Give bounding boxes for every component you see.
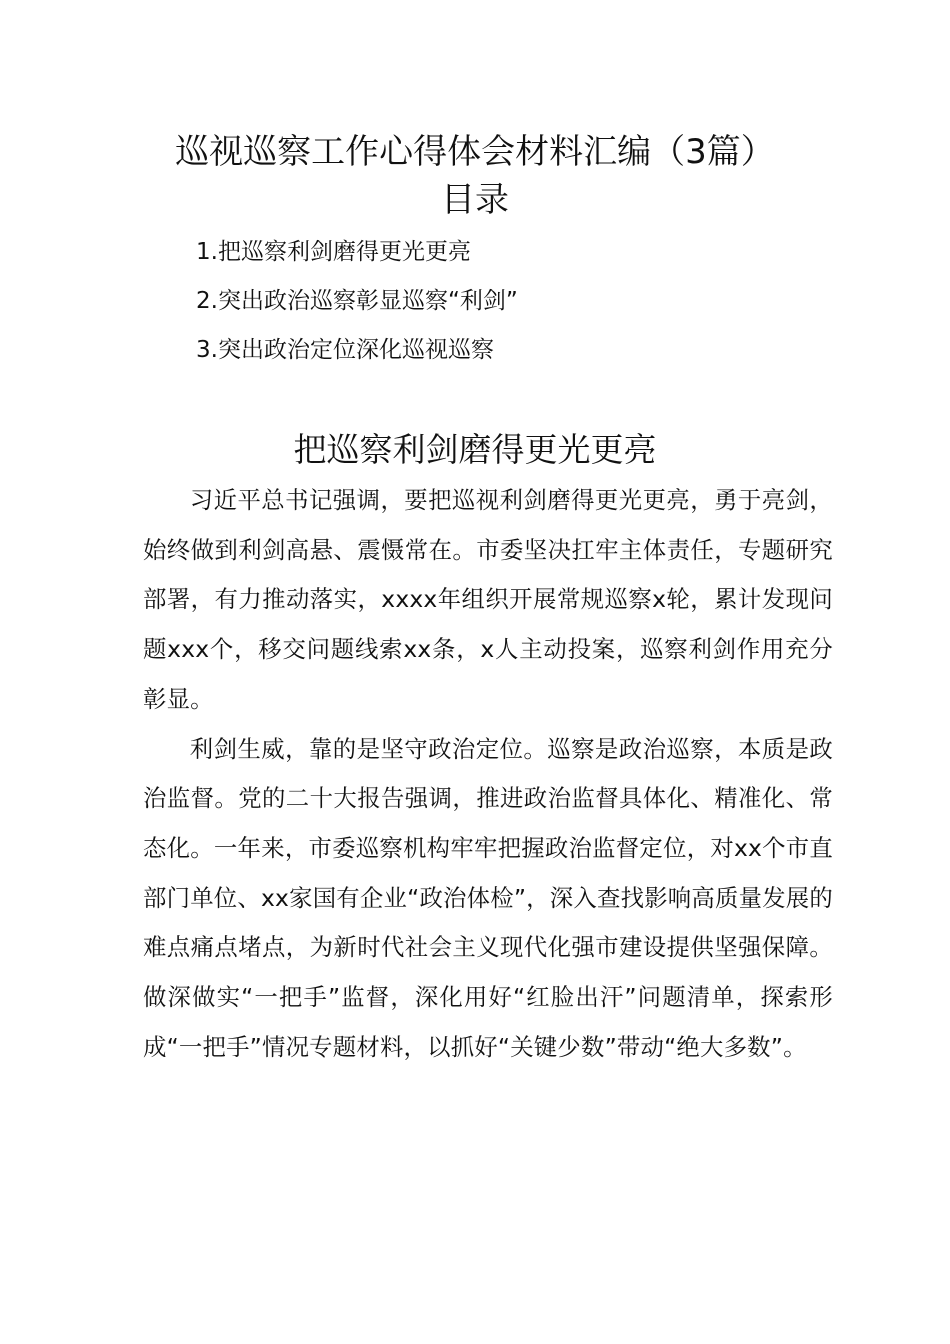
section-title: 把巡察利剑磨得更光更亮: [293, 430, 657, 469]
paragraph-2: 利剑生威，靠的是坚守政治定位。巡察是政治巡察，本质是政治监督。党的二十大报告强调，推进政治监督具体化、精准化、常态化。一年来，市委巡察机构牢牢把握政治监督定位，对xx个市直部门单位、xx家国有企业“政治体检”，深入查找影响高质量发展的难点痛点堵点，为新时代社会主义现代化强市建设提供坚强保障。做深做实“一把手”监督，深化用好“红脸出汗”问题清单，探索形成“一把手”情况专题材料，以抓好“关键少数”带动“绝大多数”。: [143, 734, 833, 1061]
section-body: [143, 476, 833, 1072]
document-title: 巡视巡察工作心得体会材料汇编（3篇）: [175, 132, 775, 172]
toc-item-1: 1.把巡察利剑磨得更光更亮: [196, 239, 471, 265]
toc-item-2: 2.突出政治巡察彰显巡察“利剑”: [196, 288, 518, 314]
toc-item-3: 3.突出政治定位深化巡视巡察: [196, 337, 494, 363]
toc-heading: 目录: [441, 180, 509, 220]
paragraph-1: 习近平总书记强调，要把巡视利剑磨得更光更亮，勇于亮剑，始终做到利剑高悬、震慑常在。市委坚决扛牢主体责任，专题研究部署，有力推动落实，xxxx年组织开展常规巡察x轮，累计发现问题xxx个，移交问题线索xx条，x人主动投案，巡察利剑作用充分彰显。: [143, 486, 833, 713]
table-of-contents: [196, 228, 518, 375]
